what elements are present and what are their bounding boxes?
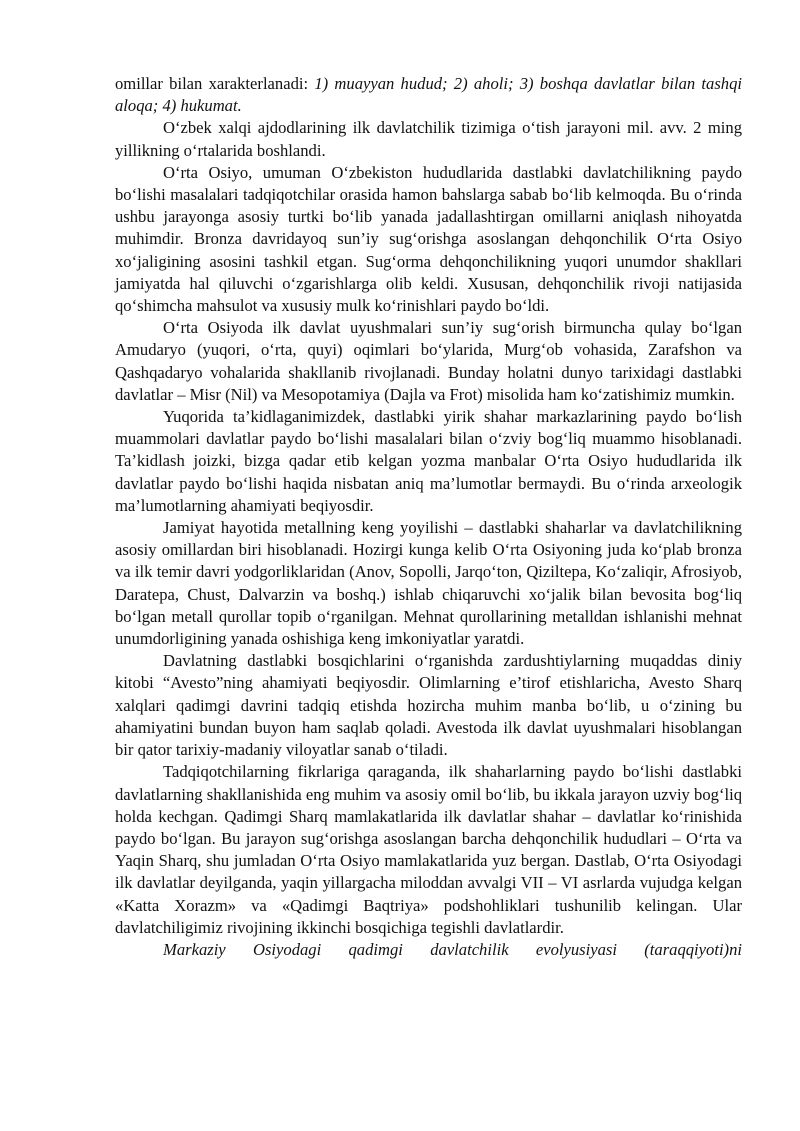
paragraph-8	[115, 939, 742, 961]
paragraph-4-text: Yuqorida ta’kidlaganimizdek, dastlabki yirik shahar markazlarining paydo bo‘lish muammolari davlatlar paydo bo‘lishi masalalari bilan o‘zviy bog‘liq muammo hisoblanadi. Ta’kidlash joizki, bizga qadar etib kelgan yozma manbalar O‘rta Osiyo hududlarida ilk davlatlar paydo bo‘lishi haqida nisbatan aniq ma’lumotlar bermaydi. Bu o‘rinda arxeologik ma’lumotlarning ahamiyati beqiyosdir.	[115, 407, 742, 515]
paragraph-0-text: omillar bilan xarakterlanadi:	[115, 74, 315, 93]
paragraph-1	[115, 117, 742, 161]
paragraph-7	[115, 761, 742, 939]
paragraph-2-text: O‘rta Osiyo, umuman O‘zbekiston hududlarida dastlabki davlatchilikning paydo bo‘lishi masalalari tadqiqotchilar orasida hamon bahslarga sabab bo‘lib kelmoqda. Bu o‘rinda ushbu jarayonga asosiy turtki bo‘lib yanada jadallashtirgan omillarni aniqlash nihoyatda muhimdir. Bronza davridayoq sun’iy sug‘orishga asoslangan dehqonchilik O‘rta Osiyo xo‘jaligining asosini tashkil etgan. Sug‘orma dehqonchilikning yuqori unumdor shakllari jamiyatda hal qiluvchi o‘zgarishlarga olib keldi. Xususan, dehqonchilik rivoji natijasida qo‘shimcha mahsulot va xususiy mulk ko‘rinishlari paydo bo‘ldi.	[115, 162, 742, 316]
paragraph-6	[115, 650, 742, 761]
document-page	[115, 73, 742, 961]
paragraph-5	[115, 517, 742, 650]
paragraph-6-text: Davlatning dastlabki bosqichlarini o‘rganishda zardushtiylarning muqaddas diniy kitobi “Avesto”ning ahamiyati beqiyosdir. Olimlarning e’tirof etishlaricha, Avesto Sharq xalqlari qadimgi davrini tadqiq etishda hozircha muhim manba bo‘lib, u o‘zining bu ahamiyatini bundan buyon ham saqlab qoladi. Avestoda ilk davlat uyushmalari hisoblangan bir qator tarixiy-madaniy viloyatlar sanab o‘tiladi.	[115, 651, 742, 760]
paragraph-2	[115, 162, 742, 317]
paragraph-4	[115, 406, 742, 517]
paragraph-7-text: Tadqiqotchilarning fikrlariga qaraganda, ilk shaharlarning paydo bo‘lishi dastlabki davlatlarning shakllanishida eng muhim va asosiy omil bo‘lib, bu ikkala jarayon uzviy bog‘liq holda kechgan. Qadimgi Sharq mamlakatlarida ilk davlatlar shahar – davlatlar ko‘rinishida paydo bo‘lgan. Bu jarayon sug‘orishga asoslangan barcha dehqonchilik hududlari – O‘rta va Yaqin Sharq, shu jumladan O‘rta Osiyo mamlakatlarida yuz bergan. Dastlab, O‘rta Osiyodagi ilk davlatlar deyilganda, yaqin yillargacha miloddan avvalgi VII – VI asrlarda vujudga kelgan «Katta Xorazm» va «Qadimgi Baqtriya» podshohliklari tushunilib kelingan. Ular davlatchiligimiz rivojining ikkinchi bosqichiga tegishli davlatlardir.	[115, 762, 742, 937]
paragraph-1-text: O‘zbek xalqi ajdodlarining ilk davlatchilik tizimiga o‘tish jarayoni mil. avv. 2 ming yillikning o‘rtalarida boshlandi.	[115, 118, 742, 160]
paragraph-0-italic-list: 1) muayyan hudud; 2) aholi; 3) boshqa davlatlar bilan tashqi aloqa; 4) hukumat.	[115, 74, 742, 116]
paragraph-8-text: Markaziy Osiyodagi qadimgi davlatchilik evolyusiyasi (taraqqiyoti)ni	[163, 939, 742, 959]
paragraph-0	[115, 73, 742, 117]
paragraph-5-text: Jamiyat hayotida metallning keng yoyilishi – dastlabki shaharlar va davlatchilikning asosiy omillardan biri hisoblanadi. Hozirgi kunga kelib O‘rta Osiyoning juda ko‘plab bronza va ilk temir davri yodgorliklaridan (Anov, Sopolli, Jarqo‘ton, Qiziltepa, Ko‘zaliqir, Afrosiyob, Daratepa, Chust, Dalvarzin va boshq.) ishlab chiqaruvchi xo‘jalik bilan bevosita bog‘liq bo‘lgan metall qurollar topib o‘rganilgan. Mehnat qurollarining metalldan ishlanishi mehnat unumdorligining yanada oshishiga keng imkoniyatlar yaratdi.	[115, 518, 742, 649]
paragraph-3	[115, 317, 742, 406]
paragraph-3-text: O‘rta Osiyoda ilk davlat uyushmalari sun’iy sug‘orish birmuncha qulay bo‘lgan Amudaryo (yuqori, o‘rta, quyi) oqimlari bo‘ylarida, Murg‘ob vohasida, Zarafshon va Qashqadaryo vohalarida shakllanib rivojlanadi. Bunday holatni dunyo tarixidagi dastlabki davlatlar – Misr (Nil) va Mesopotamiya (Dajla va Frot) misolida ham ko‘zatishimiz mumkin.	[115, 318, 742, 404]
